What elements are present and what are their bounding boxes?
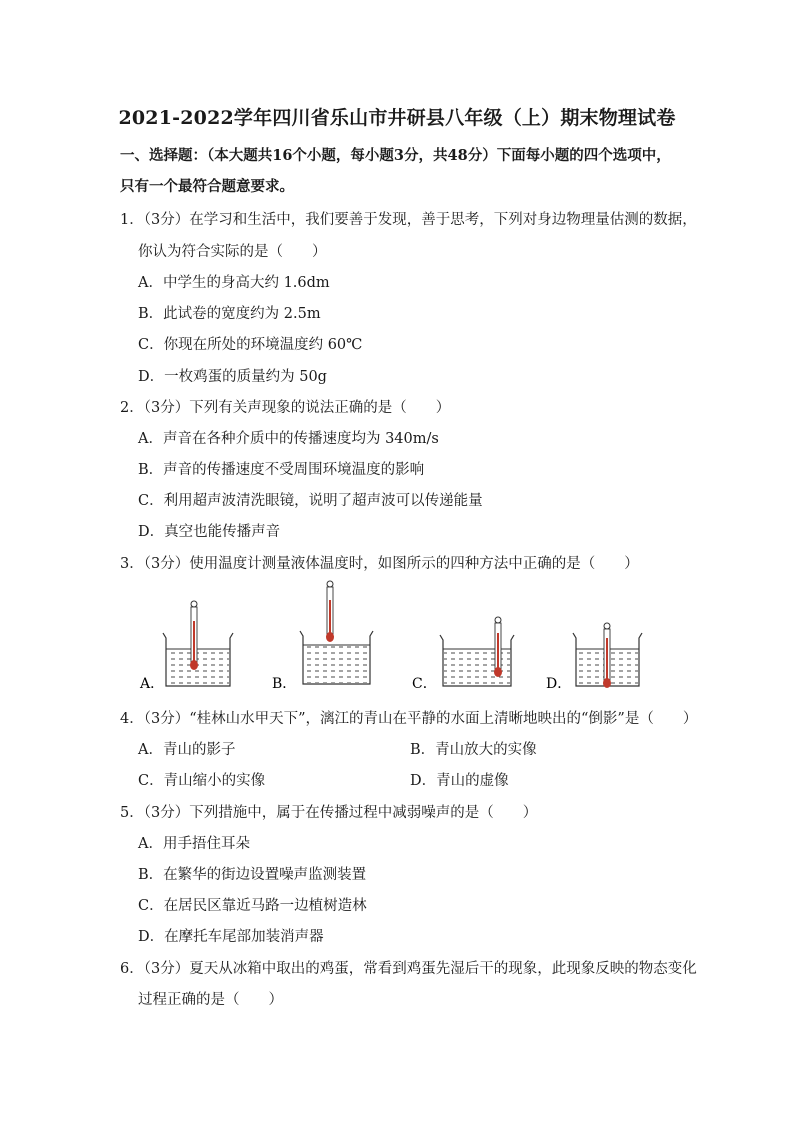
- question-1-stem-cont: 你认为符合实际的是（ ）: [138, 244, 327, 260]
- question-4-option-c: C．青山缩小的实像: [138, 773, 266, 789]
- figure-label-a: A．: [140, 676, 165, 692]
- thermometer-a: [190, 601, 198, 670]
- question-5-option-d: D．在摩托车尾部加装消声器: [138, 929, 324, 945]
- question-1-option-d: D．一枚鸡蛋的质量约为 50g: [138, 369, 327, 385]
- thermometer-diagram: [130, 578, 650, 693]
- question-5-option-b: B．在繁华的街边设置噪声监测装置: [138, 867, 367, 883]
- question-1-stem: 1．（3分）在学习和生活中，我们要善于发现，善于思考，下列对身边物理量估测的数据，: [120, 212, 697, 228]
- figure-label-c: C．: [412, 676, 437, 692]
- question-6-stem-cont: 过程正确的是（ ）: [138, 992, 283, 1008]
- thermometer-figure: [130, 578, 650, 693]
- beaker-b: [300, 581, 373, 684]
- beaker-d: [573, 623, 642, 688]
- beaker-c: [440, 617, 514, 686]
- exam-title: 2021-2022学年四川省乐山市井研县八年级（上）期末物理试卷: [118, 107, 676, 129]
- question-5-stem: 5．（3分）下列措施中，属于在传播过程中减弱噪声的是（ ）: [120, 805, 538, 821]
- figure-label-b: B．: [272, 676, 297, 692]
- question-2-stem: 2．（3分）下列有关声现象的说法正确的是（ ）: [120, 400, 451, 416]
- question-2-option-d: D．真空也能传播声音: [138, 524, 281, 540]
- question-2-option-a: A．声音在各种介质中的传播速度均为 340m/s: [138, 431, 439, 447]
- question-2-option-b: B．声音的传播速度不受周围环境温度的影响: [138, 462, 425, 478]
- question-1-option-b: B．此试卷的宽度约为 2.5m: [138, 306, 321, 322]
- question-3-stem: 3．（3分）使用温度计测量液体温度时，如图所示的四种方法中正确的是（ ）: [120, 556, 639, 572]
- question-4-option-d: D．青山的虚像: [410, 773, 509, 789]
- question-2-option-c: C．利用超声波清洗眼镜，说明了超声波可以传递能量: [138, 493, 483, 509]
- question-6-stem: 6．（3分）夏天从冰箱中取出的鸡蛋，常看到鸡蛋先湿后干的现象，此现象反映的物态变化: [120, 961, 697, 977]
- question-1-option-c: C．你现在所处的环境温度约 60℃: [138, 337, 363, 353]
- section-heading-line2: 只有一个最符合题意要求。: [120, 178, 294, 195]
- question-4-option-a: A．青山的影子: [138, 742, 236, 758]
- question-1-option-a: A．中学生的身高大约 1.6dm: [138, 275, 330, 291]
- thermometer-c: [494, 617, 502, 677]
- thermometer-d: [603, 623, 611, 688]
- beaker-a: [163, 601, 233, 686]
- question-4-stem: 4．（3分）“桂林山水甲天下”，漓江的青山在平静的水面上清晰地映出的“倒影”是（ ）: [120, 711, 698, 727]
- question-5-option-c: C．在居民区靠近马路一边植树造林: [138, 898, 367, 914]
- section-heading-line1: 一、选择题：（本大题共16个小题，每小题3分，共48分）下面每小题的四个选项中，: [120, 147, 671, 164]
- figure-label-d: D．: [546, 676, 572, 692]
- question-4-option-b: B．青山放大的实像: [410, 742, 537, 758]
- question-5-option-a: A．用手捂住耳朵: [138, 836, 250, 852]
- thermometer-b: [326, 581, 334, 642]
